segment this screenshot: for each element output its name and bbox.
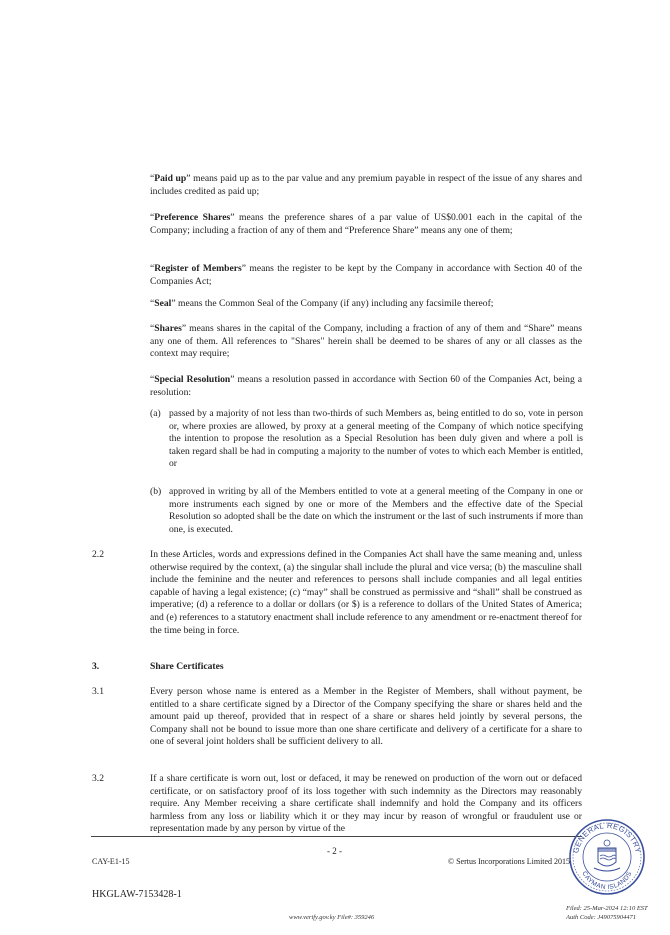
footer-doc-code: CAY-E1-15: [92, 857, 130, 866]
footer-copyright: © Sertus Incorporations Limited 2015: [448, 857, 571, 866]
seal-bottom-text: CAYMAN ISLANDS: [580, 870, 634, 892]
definition-text: ” means paid up as to the par value and any premium payable in respect of the issue of any shares and includes credited as paid up;: [150, 173, 582, 197]
filed-stamp-text: [566, 904, 648, 922]
term-shares: Shares: [154, 323, 182, 334]
definition-special-resolution: “Special Resolution” means a resolution passed in accordance with Section 60 of the Companies Act, being a resolution:: [150, 374, 582, 398]
auth-code: Auth Code: J49075904471: [566, 914, 637, 921]
definition-text: ” means a resolution passed in accordance with Section 60 of the Companies Act, being a resolution:: [150, 374, 582, 398]
term-preference-shares: Preference Shares: [154, 212, 231, 223]
seal-top-text: GENERAL REGISTRY: [571, 820, 643, 854]
footer-reference: HKGLAW-7153428-1: [92, 889, 182, 900]
clause-number: 3.1: [92, 686, 104, 697]
definition-text: ” means shares in the capital of the Company, including a fraction of any of them and “Share” means any one of them. All references to "Shares" herein shall be deemed to be shares of any or all classes as the context may require;: [150, 323, 582, 360]
list-label: (a): [150, 408, 161, 419]
definition-paid-up: “Paid up” means paid up as to the par value and any premium payable in respect of the issue of any shares and includes credited as paid up;: [150, 173, 582, 197]
definition-text: ” means the Common Seal of the Company (if any) including any facsimile thereof;: [171, 298, 494, 309]
list-text: approved in writing by all of the Members entitled to vote at a general meeting of the Company in one or more instruments each signed by one or more of the Members and the effective date of the Special Resolution so adopted shall be the date on which the instrument or the last of such instruments if more than one, is executed.: [169, 486, 583, 535]
clause-number: 3.2: [92, 773, 104, 784]
term-seal: Seal: [154, 298, 172, 309]
definition-shares: “Shares” means shares in the capital of the Company, including a fraction of any of them and “Share” means any one of them. All references to "Shares" herein shall be deemed to be shares of any or all classes as the context may require;: [150, 323, 582, 360]
clause-3-2-text: If a share certificate is worn out, lost or defaced, it may be renewed on production of the worn out or defaced certificate, or on satisfactory proof of its loss together with such indemnity as the Directors may reasonably require. Any Member receiving a share certificate shall indemnify and hold the Company and its officers harmless from any loss or liability which it or they may incur by reason of wrongful or fraudulent use or representation made by any person by virtue of the: [150, 773, 582, 835]
definition-text: ” means the register to be kept by the Company in accordance with Section 40 of the Companies Act;: [150, 263, 582, 287]
definition-seal: “Seal” means the Common Seal of the Company (if any) including any facsimile thereof;: [150, 298, 494, 309]
svg-text:CAYMAN ISLANDS: [580, 870, 633, 891]
clause-2-2-text: In these Articles, words and expressions defined in the Companies Act shall have the same meaning and, unless otherwise required by the context, (a) the singular shall include the plural and vice versa; (b) the masculine shall include the feminine and the neuter and references to persons shall include companies and all legal entities capable of having a legal existence; (c) “may” shall be construed as permissive and “shall” shall be construed as imperative; (d) a reference to a dollar or dollars (or $) is a reference to dollars of the United States of America; and (e) references to a statutory enactment shall include reference to any amendment or re-enactment thereof for the time being in force.: [150, 549, 582, 636]
term-register-of-members: Register of Members: [154, 263, 242, 274]
definition-text: ” means the preference shares of a par value of US$0.001 each in the capital of the Company; including a fraction of any of them and “Preference Share” means any one of them;: [150, 212, 582, 236]
filed-date: Filed: 25-Mar-2024 12:10 EST: [566, 905, 648, 912]
term-special-resolution: Special Resolution: [154, 374, 231, 385]
verify-reference: www.verify.gov.ky File#: 359246: [289, 914, 375, 921]
definition-preference-shares: “Preference Shares” means the preference shares of a par value of US$0.001 each in the capital of the Company; including a fraction of any of them and “Preference Share” means any one of them;: [150, 212, 582, 236]
section-title: Share Certificates: [150, 661, 224, 672]
definition-register-of-members: “Register of Members” means the register to be kept by the Company in accordance with Section 40 of the Companies Act;: [150, 263, 582, 287]
clause-3-1-text: Every person whose name is entered as a Member in the Register of Members, shall without payment, be entitled to a share certificate signed by a Director of the Company specifying the share or shares held and the amount paid up thereof, provided that in respect of a share or shares held jointly by several persons, the Company shall not be bound to issue more than one share certificate and delivery of a certificate for a share to one of several joint holders shall be sufficient delivery to all.: [150, 686, 582, 748]
footer-divider: [91, 836, 582, 837]
registry-seal-icon: [568, 818, 646, 896]
list-text: passed by a majority of not less than two-thirds of such Members as, being entitled to do so, vote in person or, where proxies are allowed, by proxy at a general meeting of the Company of which notice specifying the intention to propose the resolution as a Special Resolution has been duly given and where a poll is taken regard shall be had in computing a majority to the number of votes to which each Member is entitled, or: [169, 408, 583, 470]
page-number: - 2 -: [327, 846, 342, 856]
section-number: 3.: [92, 661, 100, 672]
term-paid-up: Paid up: [154, 173, 187, 184]
list-label: (b): [150, 486, 162, 497]
clause-number: 2.2: [92, 549, 104, 560]
